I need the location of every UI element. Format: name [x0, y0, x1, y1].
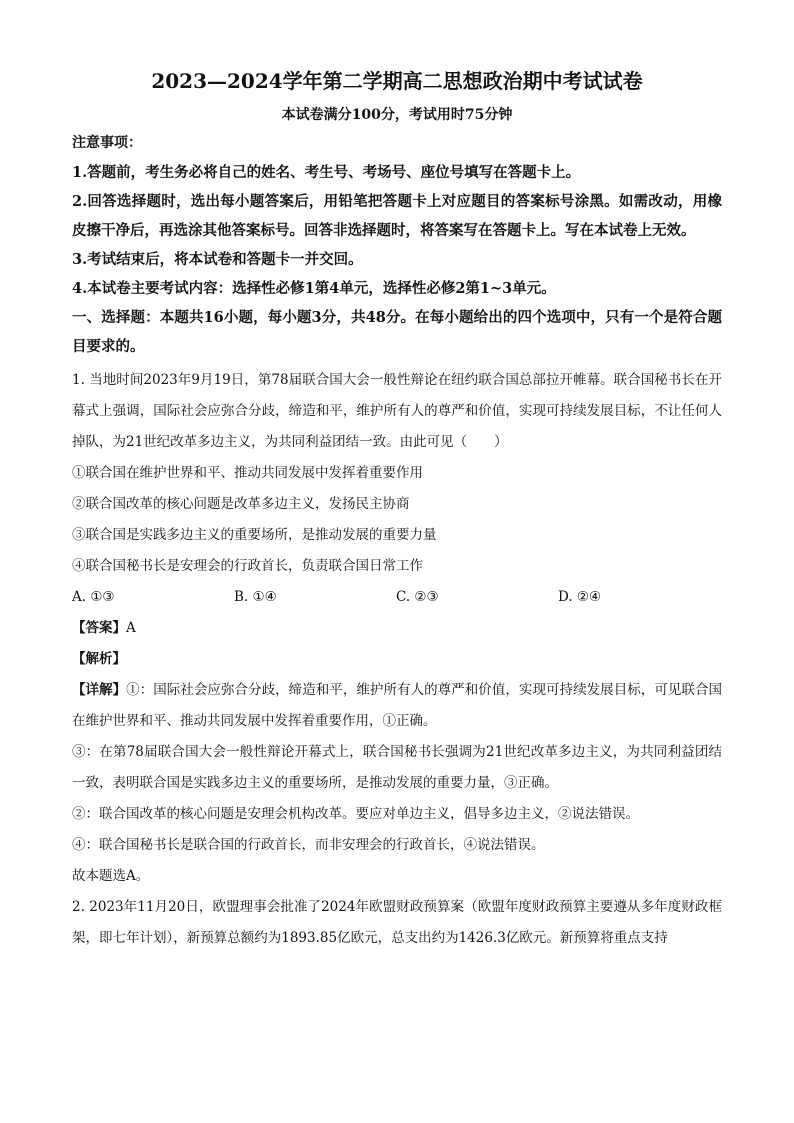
option-a: A. ①③	[72, 589, 115, 605]
notice-item: 1.答题前，考生务必将自己的姓名、考生号、考场号、座位号填写在答题卡上。	[72, 164, 581, 181]
answer-line	[72, 613, 722, 644]
question-1-options	[72, 582, 722, 613]
question-1-statement: ②联合国改革的核心问题是改革多边主义，发扬民主协商	[72, 496, 410, 512]
detail-paragraph: ③：在第78届联合国大会一般性辩论开幕式上，联合国秘书长强调为21世纪改革多边主义，为共同利益团结一致，表明联合国是实践多边主义的重要场所，是推动发展的重要力量，③正确。	[72, 744, 722, 791]
conclusion-line: 故本题选A。	[72, 868, 150, 884]
option-d: D. ②④	[558, 589, 602, 605]
analysis-label: 【解析】	[72, 651, 126, 667]
section-heading: 一、选择题：本题共16小题，每小题3分，共48分。在每小题给出的四个选项中，只有一个是符合题目要求的。	[72, 309, 722, 355]
exam-subtitle: 本试卷满分100分，考试用时75分钟	[281, 107, 513, 123]
question-2-stem: 2. 2023年11月20日，欧盟理事会批准了2024年欧盟财政预算案（欧盟年度财政预算主要遵从多年度财政框架，即七年计划），新预算总额约为1893.85亿欧元，总支出约为1426.3亿欧元。新预算将重点支持	[72, 899, 722, 946]
question-1-stem: 1. 当地时间2023年9月19日，第78届联合国大会一般性辩论在纽约联合国总部拉开帷幕。联合国秘书长在开幕式上强调，国际社会应弥合分歧，缔造和平，维护所有人的尊严和价值，实现可持续发展目标，不让任何人掉队，为21世纪改革多边主义，为共同利益团结一致。由此可见（ ）	[72, 372, 722, 450]
notice-item: 3.考试结束后，将本试卷和答题卡一并交回。	[72, 251, 363, 268]
option-c: C. ②③	[396, 589, 439, 605]
question-1-statement: ③联合国是实践多边主义的重要场所，是推动发展的重要力量	[72, 527, 437, 543]
option-b: B. ①④	[234, 589, 277, 605]
detail-paragraph: ④：联合国秘书长是联合国的行政首长，而非安理会的行政首长，④说法错误。	[72, 837, 545, 853]
notice-item: 4.本试卷主要考试内容：选择性必修1第4单元，选择性必修2第1~3单元。	[72, 280, 556, 297]
analysis-line	[72, 644, 722, 675]
notice-item: 2.回答选择题时，选出每小题答案后，用铅笔把答题卡上对应题目的答案标号涂黑。如需改动，用橡皮擦干净后，再选涂其他答案标号。回答非选择题时，将答案写在答题卡上。写在本试卷上无效。	[72, 193, 722, 239]
notice-heading: 注意事项：	[72, 135, 142, 151]
question-1-statement: ④联合国秘书长是安理会的行政首长，负责联合国日常工作	[72, 558, 423, 574]
answer-label: 【答案】	[72, 620, 126, 636]
question-1-statement: ①联合国在维护世界和平、推动共同发展中发挥着重要作用	[72, 465, 423, 481]
detail-text: ①：国际社会应弥合分歧，缔造和平，维护所有人的尊严和价值，实现可持续发展目标，可见联合国在维护世界和平、推动共同发展中发挥着重要作用，①正确。	[72, 682, 723, 729]
detail-paragraph: ②：联合国改革的核心问题是安理会机构改革。要应对单边主义，倡导多边主义，②说法错误。	[72, 806, 639, 822]
detail-paragraph	[72, 675, 722, 737]
exam-title: 2023—2024学年第二学期高二思想政治期中考试试卷	[151, 69, 643, 93]
answer-value: A	[126, 620, 136, 636]
detail-label: 【详解】	[72, 682, 127, 698]
